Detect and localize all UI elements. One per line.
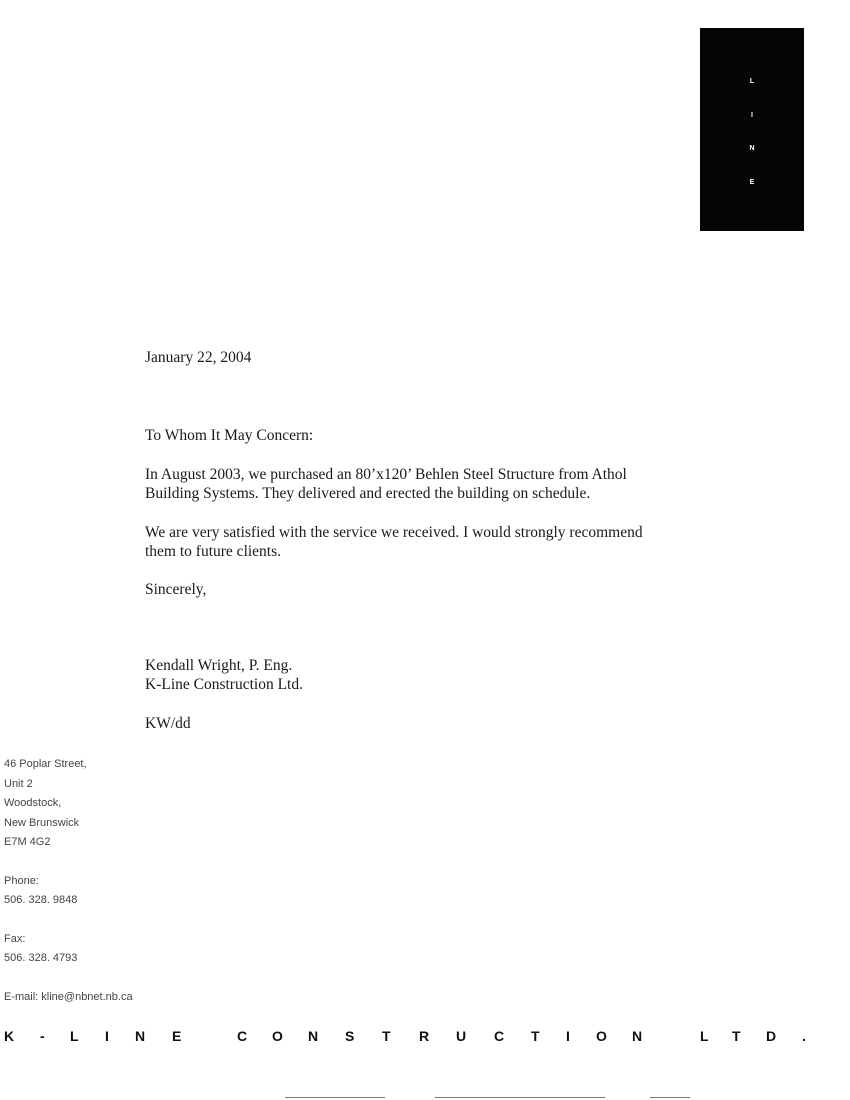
paragraph-line: We are very satisfied with the service we received. I would strongly recommend	[145, 524, 643, 541]
signature-block	[145, 656, 303, 694]
company-logo	[700, 28, 804, 231]
footer-letter: O	[272, 1028, 283, 1044]
footer-letter: T	[382, 1028, 391, 1044]
footer-letter: N	[632, 1028, 643, 1044]
footer-letter: .	[802, 1028, 806, 1044]
footer-letter: R	[419, 1028, 430, 1044]
footer-letter: U	[456, 1028, 467, 1044]
fax-label: Fax:	[4, 932, 26, 945]
footer-letter: E	[172, 1028, 182, 1044]
footer-letter: L	[70, 1028, 79, 1044]
signer-name: Kendall Wright, P. Eng.	[145, 657, 293, 674]
footer-company-name	[0, 1028, 850, 1052]
paragraph-recommendation	[145, 523, 705, 561]
phone-number: 506. 328. 9848	[4, 894, 78, 906]
footer-letter: C	[237, 1028, 248, 1044]
footer-divider	[650, 1097, 690, 1098]
paragraph-line: them to future clients.	[145, 543, 282, 560]
spacer	[4, 853, 164, 872]
address-line: 46 Poplar Street,	[4, 758, 87, 770]
phone-label: Phone:	[4, 874, 39, 887]
footer-letter: C	[494, 1028, 505, 1044]
logo-letter: E	[749, 179, 755, 186]
spacer	[4, 911, 164, 930]
fax-number: 506. 328. 4793	[4, 952, 78, 964]
footer-letter: L	[700, 1028, 709, 1044]
footer-letter: N	[135, 1028, 146, 1044]
footer-divider	[435, 1097, 605, 1098]
footer-letter: O	[596, 1028, 607, 1044]
paragraph-line: In August 2003, we purchased an 80’x120’ Behlen Steel Structure from Athol	[145, 466, 627, 483]
footer-letter: -	[40, 1028, 45, 1044]
footer-letter: I	[105, 1028, 109, 1044]
salutation: To Whom It May Concern:	[145, 427, 314, 444]
spacer	[4, 969, 164, 988]
address-line: New Brunswick	[4, 816, 80, 829]
footer-letter: T	[732, 1028, 741, 1044]
paragraph-purchase	[145, 465, 705, 503]
footer-letter: N	[308, 1028, 319, 1044]
contact-info	[4, 755, 164, 1007]
footer-letter: D	[766, 1028, 777, 1044]
address-line: Woodstock,	[4, 797, 62, 809]
footer-letter: K	[4, 1028, 15, 1044]
closing: Sincerely,	[145, 581, 207, 598]
email-address: E-mail: kline@nbnet.nb.ca	[4, 990, 133, 1003]
logo-letter: N	[749, 145, 755, 152]
footer-letter: S	[345, 1028, 355, 1044]
reference-initials: KW/dd	[145, 715, 191, 732]
footer-letter: T	[531, 1028, 540, 1044]
logo-letter: I	[751, 112, 753, 119]
letter-date: January 22, 2004	[145, 349, 252, 366]
footer-letter: I	[566, 1028, 570, 1044]
signer-company: K-Line Construction Ltd.	[145, 676, 303, 693]
footer-divider	[285, 1097, 385, 1098]
address-line: Unit 2	[4, 777, 33, 790]
paragraph-line: Building Systems. They delivered and erected the building on schedule.	[145, 485, 591, 502]
address-line: E7M 4G2	[4, 836, 51, 848]
logo-letter: L	[749, 78, 755, 85]
